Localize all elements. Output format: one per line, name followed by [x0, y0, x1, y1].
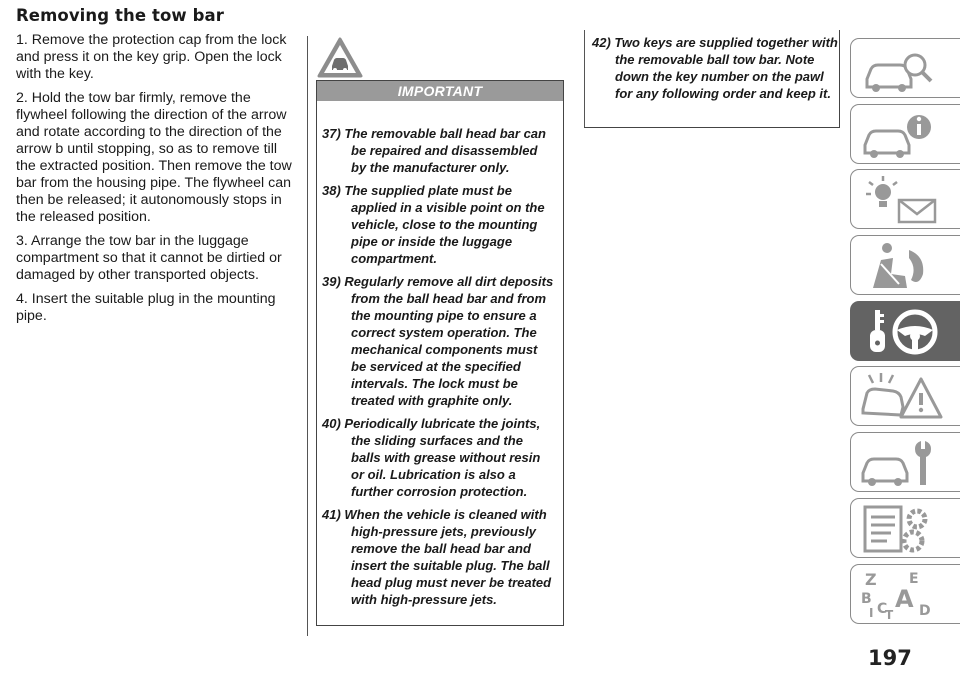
specs-gear-icon — [859, 503, 947, 555]
car-warning-icon — [316, 36, 364, 80]
tab-key-steering[interactable] — [850, 301, 960, 361]
side-note: 42) Two keys are supplied together with the removable ball tow bar. Note down the key number on the pawl for any following order and keep it. — [592, 35, 838, 101]
car-search-icon — [859, 43, 947, 95]
car-crash-warning-icon — [859, 371, 947, 423]
important-box — [316, 80, 564, 626]
index-letter: Z — [865, 569, 877, 589]
tab-car-search[interactable] — [850, 38, 960, 98]
index-letter: T — [885, 607, 894, 621]
step-paragraph: 2. Hold the tow bar firmly, remove the flywheel following the direction of the arrow and rotate according to the direction of the arrow b until stopping, so as to remove till the extracted position. Then remove the tow bar from the housing pipe. The flywheel can then be released; it autonomously stops in the released position. — [16, 90, 292, 225]
key-steering-wheel-icon — [859, 306, 947, 358]
note-item: 40) Periodically lubricate the joints, the sliding surfaces and the balls with grease without resin or oil. Lubrication is also a further corrosion protection. — [322, 416, 541, 499]
tab-seat-airbag[interactable] — [850, 235, 960, 295]
tab-car-wrench[interactable] — [850, 432, 960, 492]
index-letter: C — [877, 600, 888, 617]
important-notes — [317, 101, 563, 608]
main-content — [16, 6, 294, 332]
note-item: 38) The supplied plate must be applied in a visible point on the vehicle, close to the mounting pipe or inside the luggage compartment. — [322, 183, 545, 266]
note-item: 37) The removable ball head bar can be repaired and disassembled by the manufacturer only. — [322, 126, 546, 175]
page-number: 197 — [868, 646, 912, 670]
tab-alphabet-index[interactable] — [850, 564, 960, 624]
alphabet-index-icon — [859, 569, 947, 621]
index-letter: E — [909, 570, 919, 587]
note-item: 39) Regularly remove all dirt deposits from the ball head bar and from the mounting pipe to ensure a correct system operation. The mechanical components must be serviced at the specified intervals. The lock must be treated with graphite only. — [322, 274, 554, 408]
step-paragraph: 4. Insert the suitable plug in the mounting pipe. — [16, 291, 276, 324]
important-heading: IMPORTANT — [317, 81, 563, 101]
car-info-icon — [859, 109, 947, 161]
tab-warning-lights[interactable] — [850, 169, 960, 229]
tab-car-info[interactable] — [850, 104, 960, 164]
index-letter: D — [919, 602, 931, 619]
note-item: 41) When the vehicle is cleaned with high-pressure jets, previously remove the ball head bar and insert the suitable plug. The ball head plug must never be treated with high-pressure jets. — [322, 507, 552, 607]
tab-specs-gear[interactable] — [850, 498, 960, 558]
warning-lights-icon — [859, 174, 947, 226]
seat-airbag-icon — [859, 240, 947, 292]
index-letter: B — [861, 590, 872, 607]
column-divider — [307, 36, 308, 636]
car-wrench-icon — [859, 437, 947, 489]
side-note-box — [584, 30, 840, 128]
tab-car-crash-warning[interactable] — [850, 366, 960, 426]
step-paragraph: 3. Arrange the tow bar in the luggage compartment so that it cannot be dirtied or damaged by other transported objects. — [16, 233, 282, 283]
section-title: Removing the tow bar — [16, 6, 225, 25]
step-paragraph: 1. Remove the protection cap from the lock and press it on the key grip. Open the lock with the key. — [16, 32, 287, 82]
index-letter: I — [869, 605, 874, 620]
chapter-tabs — [850, 38, 960, 629]
index-letter: A — [895, 584, 914, 613]
